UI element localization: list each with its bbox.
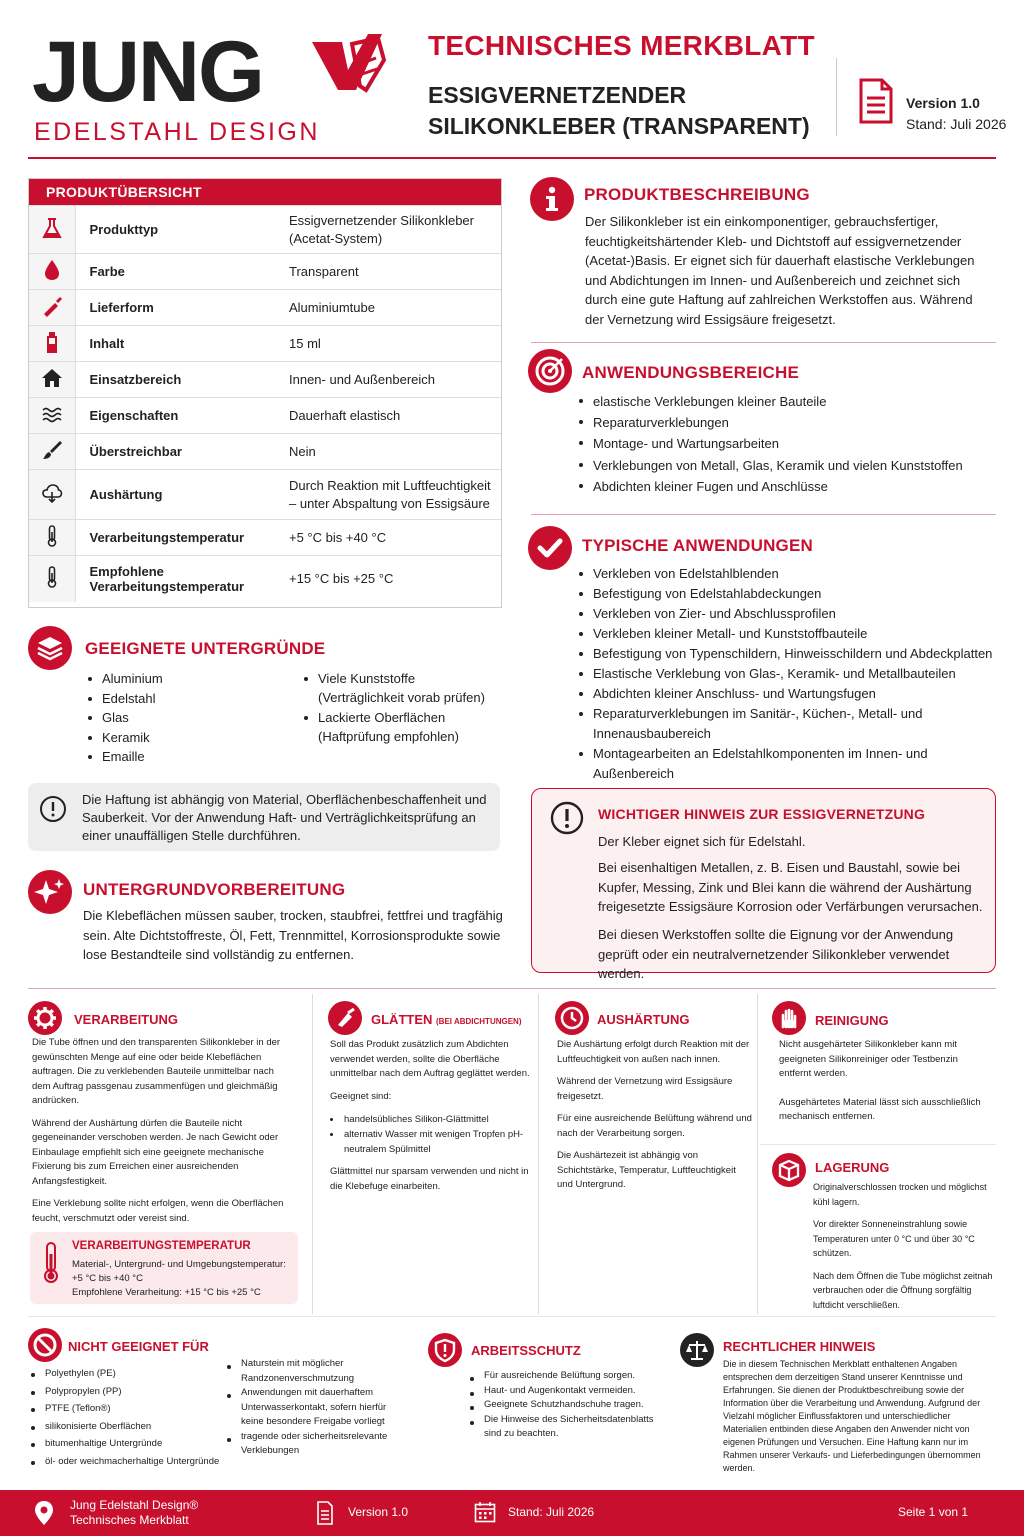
- aushaertung-p1: Die Aushärtung erfolgt durch Reaktion mit der Luftfeuchtigkeit von außen nach innen.: [557, 1039, 750, 1065]
- vorbereitung-text: Die Klebeflächen müssen sauber, trocken, staubfrei, fettfrei und tragfähig sein. Alte Dichtstoffreste, Öl, Fett, Trennmittel, Korrosionsprodukte sowie lose Bestandteile sind vollständig zu entfernen.: [83, 908, 503, 963]
- glaetten-heading: [371, 1012, 522, 1027]
- list-item: Anwendungen mit dauerhaftem Unterwasserkontakt, sofern hierfür keine besondere Freigabe vorliegt: [227, 1386, 402, 1430]
- overview-row: [29, 556, 501, 602]
- list-item: Abdichten kleiner Anschluss- und Wartungsfugen: [579, 684, 999, 704]
- glaetten-list: [330, 1112, 530, 1157]
- calendar-icon: [474, 1501, 496, 1523]
- thermometer-icon: [29, 556, 75, 602]
- footer-version: Version 1.0: [348, 1505, 409, 1519]
- list-item: Reparaturverklebungen im Sanitär-, Küchen-, Metall- und Innenausbaubereich: [579, 704, 999, 744]
- list-item: Verklebungen von Metall, Glas, Keramik und vielen Kunststoffen: [579, 455, 989, 476]
- column-divider: [757, 994, 758, 1314]
- list-item: Reparaturverklebungen: [579, 412, 989, 433]
- list-item: Die Hinweise des Sicherheitsdatenblatts sind zu beachten.: [470, 1413, 670, 1442]
- temp-line2: +5 °C bis +40 °C: [72, 1273, 143, 1284]
- overview-value: Dauerhaft elastisch: [275, 398, 501, 434]
- temp-text: [72, 1258, 294, 1300]
- overview-row: [29, 362, 501, 398]
- cloud-icon: [29, 470, 75, 520]
- glaetten-text: [330, 1038, 530, 1202]
- exclamation-icon: [550, 801, 584, 835]
- list-item: Polypropylen (PP): [31, 1383, 231, 1401]
- aushaertung-heading: AUSHÄRTUNG: [597, 1012, 690, 1027]
- lagerung-text: [813, 1180, 993, 1320]
- overview-label: Überstreichbar: [75, 434, 275, 470]
- document-title: TECHNISCHES MERKBLATT: [428, 30, 815, 61]
- bottle-icon: [29, 326, 75, 362]
- column-divider: [312, 994, 313, 1314]
- header-rule: [28, 157, 996, 159]
- untergruende-heading: GEEIGNETE UNTERGRÜNDE: [85, 639, 326, 658]
- thermometer-icon: [40, 1240, 62, 1284]
- footer-page: Seite 1 von 1: [898, 1505, 969, 1519]
- footer-company-block: [70, 1498, 198, 1528]
- vorbereitung-heading: UNTERGRUNDVORBEREITUNG: [83, 880, 346, 899]
- aushaertung-p2: Während der Vernetzung wird Essigsäure freigesetzt.: [557, 1076, 733, 1102]
- nicht-geeignet-list-1: [31, 1365, 231, 1470]
- typische-heading: TYPISCHE ANWENDUNGEN: [582, 536, 813, 555]
- list-item: Abdichten kleiner Fugen und Anschlüsse: [579, 476, 989, 497]
- exclamation-icon: [39, 795, 67, 823]
- overview-row: [29, 434, 501, 470]
- temp-heading: VERARBEITUNGSTEMPERATUR: [72, 1240, 251, 1252]
- overview-label: Empfohlene Verarbeitungstemperatur: [75, 556, 275, 602]
- reinigung-heading: REINIGUNG: [815, 1013, 889, 1028]
- typische-list: [579, 564, 999, 784]
- list-item: elastische Verklebungen kleiner Bauteile: [579, 391, 989, 412]
- logo: [30, 24, 390, 146]
- lagerung-p1: Originalverschlossen trocken und möglichst kühl lagern.: [813, 1182, 987, 1207]
- list-item: Polyethylen (PE): [31, 1365, 231, 1383]
- flask-icon: [29, 206, 75, 254]
- overview-value: +15 °C bis +25 °C: [275, 556, 501, 602]
- untergruende-list-2: [304, 669, 504, 747]
- overview-row: [29, 326, 501, 362]
- product-title-line2: SILIKONKLEBER (TRANSPARENT): [428, 113, 810, 139]
- overview-label: Inhalt: [75, 326, 275, 362]
- untergruende-list-1: [88, 669, 288, 767]
- product-overview: [28, 178, 502, 608]
- lagerung-p2: Vor direkter Sonneneinstrahlung sowie Temperaturen unter 0 °C und über 30 °C schützen.: [813, 1219, 975, 1258]
- overview-table: [29, 205, 501, 602]
- overview-value: Transparent: [275, 254, 501, 290]
- footer-company: Jung Edelstahl Design®: [70, 1498, 199, 1512]
- document-icon: [316, 1501, 334, 1525]
- list-item: Befestigung von Edelstahlabdeckungen: [579, 584, 999, 604]
- glaetten-p1: Soll das Produkt zusätzlich zum Abdichten verwendet werden, sollte die Oberfläche unmittelbar nach dem Auftrag geglättet werden.: [330, 1039, 530, 1079]
- glaetten-p2: Geeignet sind:: [330, 1090, 392, 1102]
- target-icon: [528, 349, 572, 393]
- divider: [760, 1144, 996, 1145]
- list-item: Montagearbeiten an Edelstahlkomponenten im Innen- und Außenbereich: [579, 744, 999, 784]
- list-item: Geeignete Schutzhandschuhe tragen.: [470, 1398, 670, 1413]
- drop-icon: [29, 254, 75, 290]
- tube-icon: [29, 290, 75, 326]
- overview-label: Einsatzbereich: [75, 362, 275, 398]
- list-item: silikonisierte Oberflächen: [31, 1418, 231, 1436]
- header-version: Version 1.0: [906, 95, 980, 111]
- location-pin-icon: [34, 1500, 54, 1526]
- reinigung-p2: Ausgehärtetes Material lässt sich ausschließlich mechanisch entfernen.: [779, 1096, 981, 1122]
- list-item: PTFE (Teflon®): [31, 1400, 231, 1418]
- overview-value: Durch Reaktion mit Luftfeuchtigkeit – unter Abspaltung von Essigsäure: [275, 470, 501, 520]
- list-item: Befestigung von Typenschildern, Hinweisschildern und Abdeckplatten: [579, 644, 999, 664]
- footer-doc: Technisches Merkblatt: [70, 1513, 189, 1527]
- list-item: Naturstein mit möglicher Randzonenverschmutzung: [227, 1357, 402, 1386]
- overview-row: [29, 470, 501, 520]
- clock-icon: [555, 1001, 589, 1035]
- gear-icon: [28, 1001, 62, 1035]
- anwendungsbereiche-heading: ANWENDUNGSBEREICHE: [582, 363, 800, 382]
- waves-icon: [29, 398, 75, 434]
- overview-label: Eigenschaften: [75, 398, 275, 434]
- list-item: alternativ Wasser mit wenigen Tropfen pH-neutralem Spülmittel: [330, 1127, 530, 1157]
- list-item: Keramik: [88, 728, 288, 748]
- aushaertung-p3: Für eine ausreichende Belüftung während und nach der Verarbeitung sorgen.: [557, 1113, 752, 1139]
- overview-row: [29, 520, 501, 556]
- haftung-hinweis-text: Die Haftung ist abhängig von Material, Oberflächenbeschaffenheit und Sauberkeit. Vor der Anwendung Haft- und Verträglichkeitsprüfung an einer unauffälligen Stelle durchführen.: [82, 792, 487, 843]
- overview-row: [29, 398, 501, 434]
- overview-label: Lieferform: [75, 290, 275, 326]
- verarbeitung-p2: Während der Aushärtung dürfen die Bauteile nicht gegeneinander verschoben werden. Je nach Gewicht oder Einbaulage empfiehlt sich eine geeignete mechanische Fixierung bis zum Erreichen einer ausreichenden Anfangsfestigkeit.: [32, 1117, 279, 1187]
- list-item: Verkleben von Zier- und Abschlussprofilen: [579, 604, 999, 624]
- divider: [531, 514, 996, 515]
- lagerung-p3: Nach dem Öffnen die Tube möglichst zeitnah verbrauchen oder die Öffnung sorgfältig luftdicht verschließen.: [813, 1270, 993, 1310]
- document-icon: [858, 78, 894, 124]
- overview-heading: PRODUKTÜBERSICHT: [29, 179, 501, 205]
- overview-value: Nein: [275, 434, 501, 470]
- reinigung-text: [779, 1038, 989, 1133]
- spatula-icon: [328, 1001, 362, 1035]
- wichtig-p2: Bei eisenhaltigen Metallen, z. B. Eisen und Baustahl, sowie bei Kupfer, Messing, Zink und Blei kann die während der Aushärtung freigesetzte Essigsäure Korrosion oder Verfärbungen verursachen.: [598, 860, 983, 915]
- layers-icon: [28, 626, 72, 670]
- overview-value: Innen- und Außenbereich: [275, 362, 501, 398]
- beschreibung-heading: PRODUKTBESCHREIBUNG: [584, 185, 810, 204]
- overview-value: Essigvernetzender Silikonkleber (Acetat-System): [275, 206, 501, 254]
- list-item: bitumenhaltige Untergründe: [31, 1435, 231, 1453]
- overview-row: [29, 206, 501, 254]
- list-item: öl- oder weichmacherhaltige Untergründe: [31, 1453, 231, 1471]
- header-divider: [836, 58, 837, 136]
- wichtig-p3: Bei diesen Werkstoffen sollte die Eignung vor der Anwendung geprüft oder ein neutralvernetzender Silikonkleber verwendet werden.: [598, 927, 954, 982]
- logo-wordmark: JUNG: [32, 24, 263, 120]
- list-item: Elastische Verklebung von Glas-, Keramik- und Metallbauteilen: [579, 664, 999, 684]
- list-item: Lackierte Oberflächen (Haftprüfung empfohlen): [304, 708, 504, 747]
- logo-subtitle: EDELSTAHL DESIGN: [34, 118, 320, 146]
- list-item: Verkleben von Edelstahlblenden: [579, 564, 999, 584]
- list-item: Viele Kunststoffe (Verträglichkeit vorab prüfen): [304, 669, 504, 708]
- list-item: Emaille: [88, 747, 288, 767]
- thermometer-icon: [29, 520, 75, 556]
- overview-row: [29, 290, 501, 326]
- brush-icon: [29, 434, 75, 470]
- list-item: Verkleben kleiner Metall- und Kunststoffbauteile: [579, 624, 999, 644]
- sparkle-icon: [28, 870, 72, 914]
- overview-value: Aluminiumtube: [275, 290, 501, 326]
- list-item: handelsübliches Silikon-Glättmittel: [330, 1112, 530, 1127]
- overview-label: Produkttyp: [75, 206, 275, 254]
- glaetten-title: GLÄTTEN: [371, 1012, 433, 1027]
- overview-value: 15 ml: [275, 326, 501, 362]
- divider: [531, 342, 996, 343]
- wichtiger-hinweis-box: [531, 788, 996, 982]
- list-item: Montage- und Wartungsarbeiten: [579, 433, 989, 454]
- rechtlich-heading: RECHTLICHER HINWEIS: [723, 1339, 876, 1354]
- list-item: Aluminium: [88, 669, 288, 689]
- temperatur-box: [30, 1232, 298, 1304]
- list-item: Haut- und Augenkontakt vermeiden.: [470, 1384, 670, 1399]
- verarbeitung-text: [32, 1036, 294, 1234]
- overview-label: Verarbeitungstemperatur: [75, 520, 275, 556]
- glaetten-subtitle: (BEI ABDICHTUNGEN): [436, 1017, 522, 1026]
- aushaertung-p4: Die Aushärtezeit ist abhängig von Schichtstärke, Temperatur, Luftfeuchtigkeit und Untergrund.: [557, 1150, 736, 1190]
- verarbeitung-heading: VERARBEITUNG: [74, 1012, 179, 1027]
- list-item: Glas: [88, 708, 288, 728]
- list-item: Für ausreichende Belüftung sorgen.: [470, 1369, 670, 1384]
- rechtlich-text: Die in diesem Technischen Merkblatt enthaltenen Angaben entsprechen dem derzeitigen Stand unserer Kenntnisse und Erfahrungen. Sie dienen der Produktbeschreibung sowie der Information über die Verarbeitung und Anwendung. Aufgrund der Vielzahl möglicher Einflussfaktoren und unterschiedlicher Materialien entbinden diese Angaben den Anwender nicht von eigenen Prüfungen und Versuchen. Eine Haftung kann nur im Rahmen unserer Verkaufs- und Lieferbedingungen übernommen werden.: [723, 1359, 981, 1473]
- nicht-geeignet-list-2: [227, 1357, 402, 1459]
- verarbeitung-p3: Eine Verklebung sollte nicht erfolgen, wenn die Oberflächen feucht, verschmutzt oder vereist sind.: [32, 1198, 284, 1224]
- box-icon: [772, 1153, 806, 1187]
- overview-row: [29, 254, 501, 290]
- arbeitsschutz-list: [470, 1369, 670, 1442]
- house-icon: [29, 362, 75, 398]
- divider: [28, 1316, 996, 1317]
- overview-label: Farbe: [75, 254, 275, 290]
- footer: [0, 1490, 1024, 1536]
- list-item: Edelstahl: [88, 689, 288, 709]
- header-stand: Stand: Juli 2026: [906, 116, 1007, 132]
- arbeitsschutz-heading: ARBEITSSCHUTZ: [471, 1343, 581, 1358]
- aushaertung-text: [557, 1038, 753, 1201]
- wichtig-p1: Der Kleber eignet sich für Edelstahl.: [598, 834, 806, 849]
- reinigung-p1: Nicht ausgehärteter Silikonkleber kann mit geeigneten Silikonreiniger oder Testbenzin entfernt werden.: [779, 1039, 958, 1079]
- logo-mark-icon: [308, 30, 388, 110]
- glaetten-p3: Glättmittel nur sparsam verwenden und nicht in die Klebefuge einarbeiten.: [330, 1166, 529, 1192]
- anwendungsbereiche-list: [579, 391, 989, 497]
- overview-value: +5 °C bis +40 °C: [275, 520, 501, 556]
- product-title: [428, 80, 810, 142]
- haftung-hinweis-box: [28, 783, 500, 851]
- lagerung-heading: LAGERUNG: [815, 1160, 890, 1175]
- list-item: tragende oder sicherheitsrelevante Verklebungen: [227, 1430, 402, 1459]
- hand-icon: [772, 1001, 806, 1035]
- temp-line1: Material-, Untergrund- und Umgebungstemperatur:: [72, 1259, 286, 1270]
- scales-icon: [680, 1333, 714, 1367]
- info-icon: [530, 177, 574, 221]
- beschreibung-text: Der Silikonkleber ist ein einkomponentiger, gebrauchsfertiger, feuchtigkeitshärtender Kleb- und Dichtstoff auf essigvernetzender (Acetat-)Basis. Er eignet sich für dauerhaft elastische Verklebungen und Abdichtungen im Innen- und Außenbereich und zeichnet sich durch eine gute Haftung auf zahlreichen Werkstoffen aus. Während der Vernetzung wird Essigsäure freigesetzt.: [585, 214, 975, 327]
- nicht-geeignet-heading: NICHT GEEIGNET FÜR: [68, 1339, 209, 1354]
- shield-icon: [428, 1333, 462, 1367]
- overview-label: Aushärtung: [75, 470, 275, 520]
- divider: [28, 988, 996, 989]
- verarbeitung-p1: Die Tube öffnen und den transparenten Silikonkleber in der gewünschten Menge auf eine oder beide Klebeflächen auftragen. Die zu verklebenden Bauteile unmittelbar nach dem Auftrag passgenau zusammenfügen und gleichmäßig andrücken.: [32, 1037, 281, 1106]
- column-divider: [538, 994, 539, 1314]
- product-title-line1: ESSIGVERNETZENDER: [428, 82, 687, 108]
- temp-line3: Empfohlene Verarheitung: +15 °C bis +25 °C: [72, 1287, 261, 1298]
- header-version-info: [906, 93, 1006, 135]
- prohibited-icon: [28, 1328, 62, 1362]
- checkmark-icon: [528, 526, 572, 570]
- wichtig-heading: WICHTIGER HINWEIS ZUR ESSIGVERNETZUNG: [598, 806, 926, 822]
- footer-stand: Stand: Juli 2026: [508, 1505, 595, 1519]
